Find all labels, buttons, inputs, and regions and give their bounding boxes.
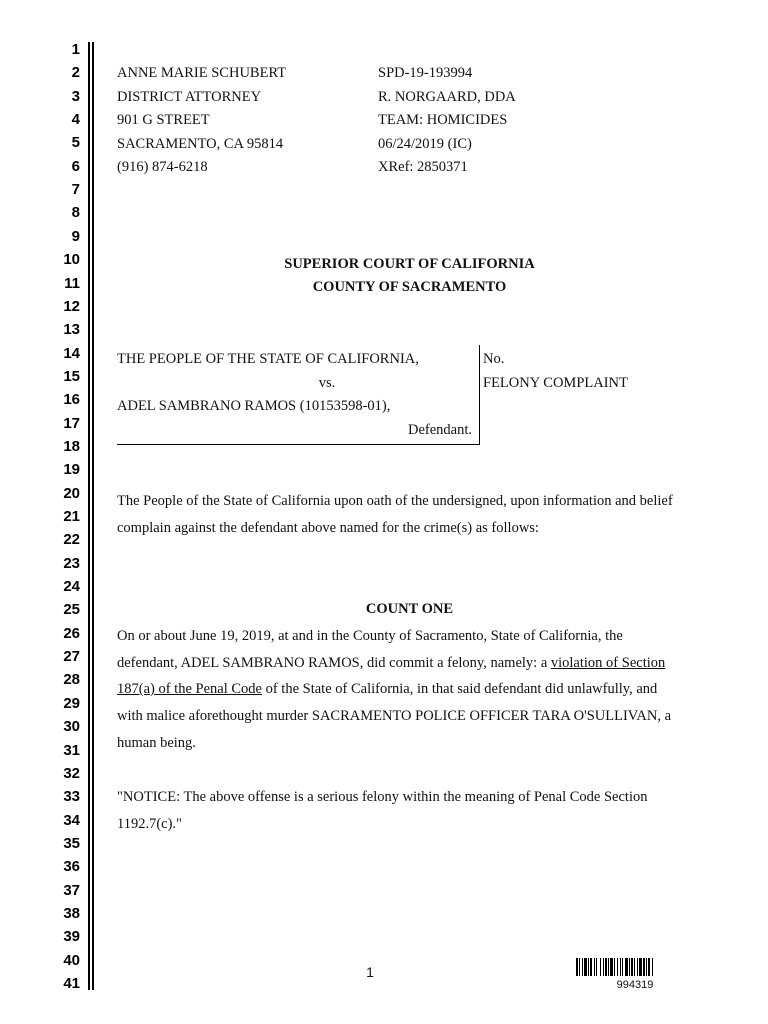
line-number: 34 <box>63 811 80 829</box>
count-text-b: defendant, ADEL SAMBRANO RAMOS, did commit a felony, namely: a <box>117 655 551 671</box>
line-number: 4 <box>71 111 80 129</box>
line-number: 11 <box>64 274 80 292</box>
caption-defendant: ADEL SAMBRANO RAMOS (10153598-01), <box>117 398 391 414</box>
line-number: 21 <box>63 508 80 525</box>
line-number: 25 <box>63 601 80 619</box>
filing-date: 06/24/2019 (IC) <box>378 136 472 152</box>
attorney-city: SACRAMENTO, CA 95814 <box>117 136 284 152</box>
line-number: 5 <box>71 134 80 152</box>
count-line-5: human being. <box>117 735 196 751</box>
barcode-stripe <box>579 958 580 976</box>
count-line-2 <box>117 654 665 672</box>
line-number: 32 <box>63 764 80 782</box>
attorney-name: ANNE MARIE SCHUBERT <box>117 65 287 81</box>
barcode-stripe <box>605 958 607 976</box>
count-heading: COUNT ONE <box>365 601 454 617</box>
caption-divider-horizontal <box>117 444 480 445</box>
page-number: 1 <box>366 964 374 980</box>
barcode-stripe <box>596 958 597 976</box>
margin-rule-right <box>92 42 94 990</box>
line-number: 22 <box>63 531 80 549</box>
barcode-stripe <box>582 958 583 976</box>
line-number: 39 <box>63 928 80 946</box>
count-text-c: of the State of California, in that said defendant did unlawfully, and <box>261 681 658 697</box>
barcode-stripe <box>617 958 618 976</box>
barcode <box>576 958 690 976</box>
document-type: FELONY COMPLAINT <box>483 375 628 391</box>
attorney-title: DISTRICT ATTORNEY <box>117 89 262 105</box>
line-number: 17 <box>63 414 80 432</box>
barcode-stripe <box>646 958 647 976</box>
barcode-stripe <box>637 958 638 976</box>
line-number: 40 <box>63 951 80 969</box>
court-county: COUNTY OF SACRAMENTO <box>312 279 507 295</box>
line-number: 15 <box>63 367 80 385</box>
line-number: 37 <box>63 881 80 899</box>
line-number: 26 <box>63 624 80 642</box>
barcode-stripe <box>648 958 650 976</box>
line-number: 9 <box>71 227 80 245</box>
line-number: 6 <box>71 157 80 175</box>
line-number: 31 <box>63 741 80 759</box>
intro-line-1: The People of the State of California upon oath of the undersigned, upon information and belief <box>117 493 673 509</box>
deputy-name: R. NORGAARD, DDA <box>378 89 516 105</box>
line-number: 27 <box>63 648 80 666</box>
line-number: 23 <box>63 554 80 572</box>
barcode-stripe <box>603 958 604 976</box>
line-number: 13 <box>63 321 80 339</box>
line-number: 3 <box>71 87 80 105</box>
intro-line-2: complain against the defendant above named for the crime(s) as follows: <box>117 520 539 536</box>
margin-rule-left <box>88 42 90 990</box>
line-number: 18 <box>63 437 80 455</box>
case-reference: SPD-19-193994 <box>378 65 473 81</box>
barcode-stripe <box>576 958 578 976</box>
notice-line-2: 1192.7(c)." <box>117 816 182 832</box>
line-number: 8 <box>71 204 80 222</box>
barcode-stripe <box>629 958 630 976</box>
line-number: 28 <box>63 671 80 689</box>
line-number: 35 <box>63 834 80 852</box>
barcode-stripe <box>594 958 595 976</box>
line-number: 41 <box>63 975 80 992</box>
line-number: 16 <box>63 391 80 409</box>
line-number: 30 <box>63 718 80 736</box>
barcode-stripe <box>652 958 653 976</box>
caption-defendant-label: Defendant. <box>407 422 472 438</box>
barcode-stripe <box>634 958 635 976</box>
barcode-number: 994319 <box>616 979 654 991</box>
line-number: 38 <box>63 904 80 922</box>
caption-plaintiff: THE PEOPLE OF THE STATE OF CALIFORNIA, <box>117 351 419 367</box>
line-number: 7 <box>71 181 80 199</box>
caption-versus: vs. <box>318 375 336 391</box>
line-number: 24 <box>63 578 80 596</box>
barcode-stripe <box>588 958 589 976</box>
line-number: 12 <box>63 297 80 315</box>
xref-number: XRef: 2850371 <box>378 159 468 175</box>
barcode-stripe <box>584 958 587 976</box>
line-number: 14 <box>63 344 80 362</box>
line-number: 20 <box>63 484 80 502</box>
attorney-street: 901 G STREET <box>117 112 210 128</box>
line-number-column <box>0 0 84 1024</box>
court-name: SUPERIOR COURT OF CALIFORNIA <box>284 256 535 272</box>
line-number: 29 <box>63 694 80 712</box>
barcode-stripe <box>639 958 642 976</box>
count-line-4: with malice aforethought murder SACRAMENTO POLICE OFFICER TARA O'SULLIVAN, a <box>117 708 672 724</box>
barcode-stripe <box>625 958 628 976</box>
barcode-stripe <box>620 958 621 976</box>
count-line-1: On or about June 19, 2019, at and in the County of Sacramento, State of California, the <box>117 628 623 644</box>
barcode-stripe <box>631 958 633 976</box>
line-number: 36 <box>63 858 80 876</box>
line-number: 2 <box>71 64 80 82</box>
line-number: 10 <box>63 251 80 269</box>
barcode-stripe <box>608 958 609 976</box>
line-number: 33 <box>63 788 80 806</box>
barcode-stripe <box>600 958 601 976</box>
line-number: 1 <box>71 41 80 58</box>
line-number: 19 <box>63 461 80 479</box>
barcode-stripe <box>643 958 645 976</box>
penal-code-reference-part-1: violation of Section <box>550 655 666 671</box>
notice-line-1: "NOTICE: The above offense is a serious felony within the meaning of Penal Code Section <box>117 789 648 805</box>
caption-divider-vertical <box>479 345 480 445</box>
barcode-stripe <box>590 958 592 976</box>
penal-code-reference-part-2: 187(a) of the Penal Code <box>117 681 262 697</box>
attorney-phone: (916) 874-6218 <box>117 159 208 175</box>
barcode-stripe <box>610 958 613 976</box>
case-number-label: No. <box>483 351 505 367</box>
barcode-stripe <box>622 958 623 976</box>
barcode-stripe <box>614 958 615 976</box>
team: TEAM: HOMICIDES <box>378 112 508 128</box>
count-line-3 <box>117 680 657 698</box>
